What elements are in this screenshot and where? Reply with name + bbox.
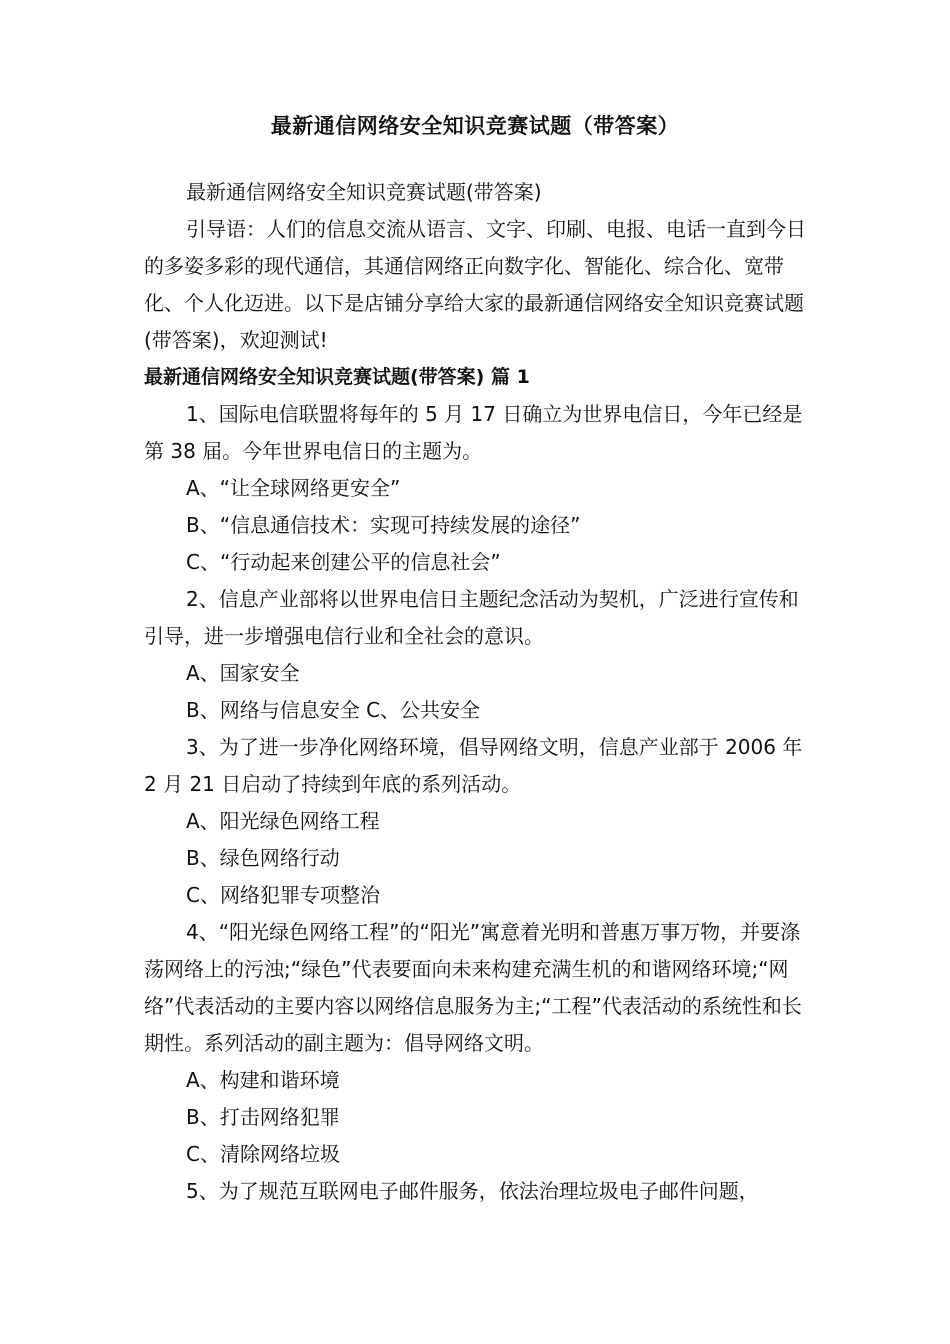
question-2-option-a: A、国家安全 bbox=[186, 661, 300, 685]
question-3-option-b: B、绿色网络行动 bbox=[186, 846, 340, 870]
question-1-option-a: A、“让全球网络更安全” bbox=[186, 476, 401, 500]
question-2: 2、信息产业部将以世界电信日主题纪念活动为契机，广泛进行宣传和引导，进一步增强电信行业和全社会的意识。 bbox=[144, 587, 799, 648]
question-4-option-b: B、打击网络犯罪 bbox=[186, 1105, 340, 1129]
question-1: 1、国际电信联盟将每年的 5 月 17 日确立为世界电信日，今年已经是第 38 届。今年世界电信日的主题为。 bbox=[144, 402, 803, 463]
question-2-option-b-c: B、网络与信息安全 C、公共安全 bbox=[186, 698, 481, 722]
question-3-option-a: A、阳光绿色网络工程 bbox=[186, 809, 380, 833]
question-4: 4、“阳光绿色网络工程”的“阳光”寓意着光明和普惠万事万物，并要涤荡网络上的污浊;“绿色”代表要面向未来构建充满生机的和谐网络环境;“网络”代表活动的主要内容以网络信息服务为主;“工程”代表活动的系统性和长期性。系列活动的副主题为：倡导网络文明。 bbox=[144, 920, 802, 1055]
document-title: 最新通信网络安全知识竞赛试题（带答案） bbox=[270, 114, 680, 138]
section-heading: 最新通信网络安全知识竞赛试题(带答案) 篇 1 bbox=[144, 366, 530, 388]
question-3-option-c: C、网络犯罪专项整治 bbox=[186, 883, 380, 907]
subtitle-paragraph: 最新通信网络安全知识竞赛试题(带答案) bbox=[186, 180, 542, 204]
question-1-option-b: B、“信息通信技术：实现可持续发展的途径” bbox=[186, 513, 581, 537]
document-body bbox=[144, 174, 816, 1210]
question-5: 5、为了规范互联网电子邮件服务，依法治理垃圾电子邮件问题， bbox=[186, 1179, 759, 1203]
intro-paragraph: 引导语：人们的信息交流从语言、文字、印刷、电报、电话一直到今日的多姿多彩的现代通信，其通信网络正向数字化、智能化、综合化、宽带化、个人化迈进。以下是店铺分享给大家的最新通信网络安全知识竞赛试题(带答案)，欢迎测试! bbox=[144, 217, 806, 352]
question-3: 3、为了进一步净化网络环境，倡导网络文明，信息产业部于 2006 年 2 月 21 日启动了持续到年底的系列活动。 bbox=[144, 735, 803, 796]
question-4-option-c: C、清除网络垃圾 bbox=[186, 1142, 340, 1166]
question-1-option-c: C、“行动起来创建公平的信息社会” bbox=[186, 550, 501, 574]
question-4-option-a: A、构建和谐环境 bbox=[186, 1068, 340, 1092]
